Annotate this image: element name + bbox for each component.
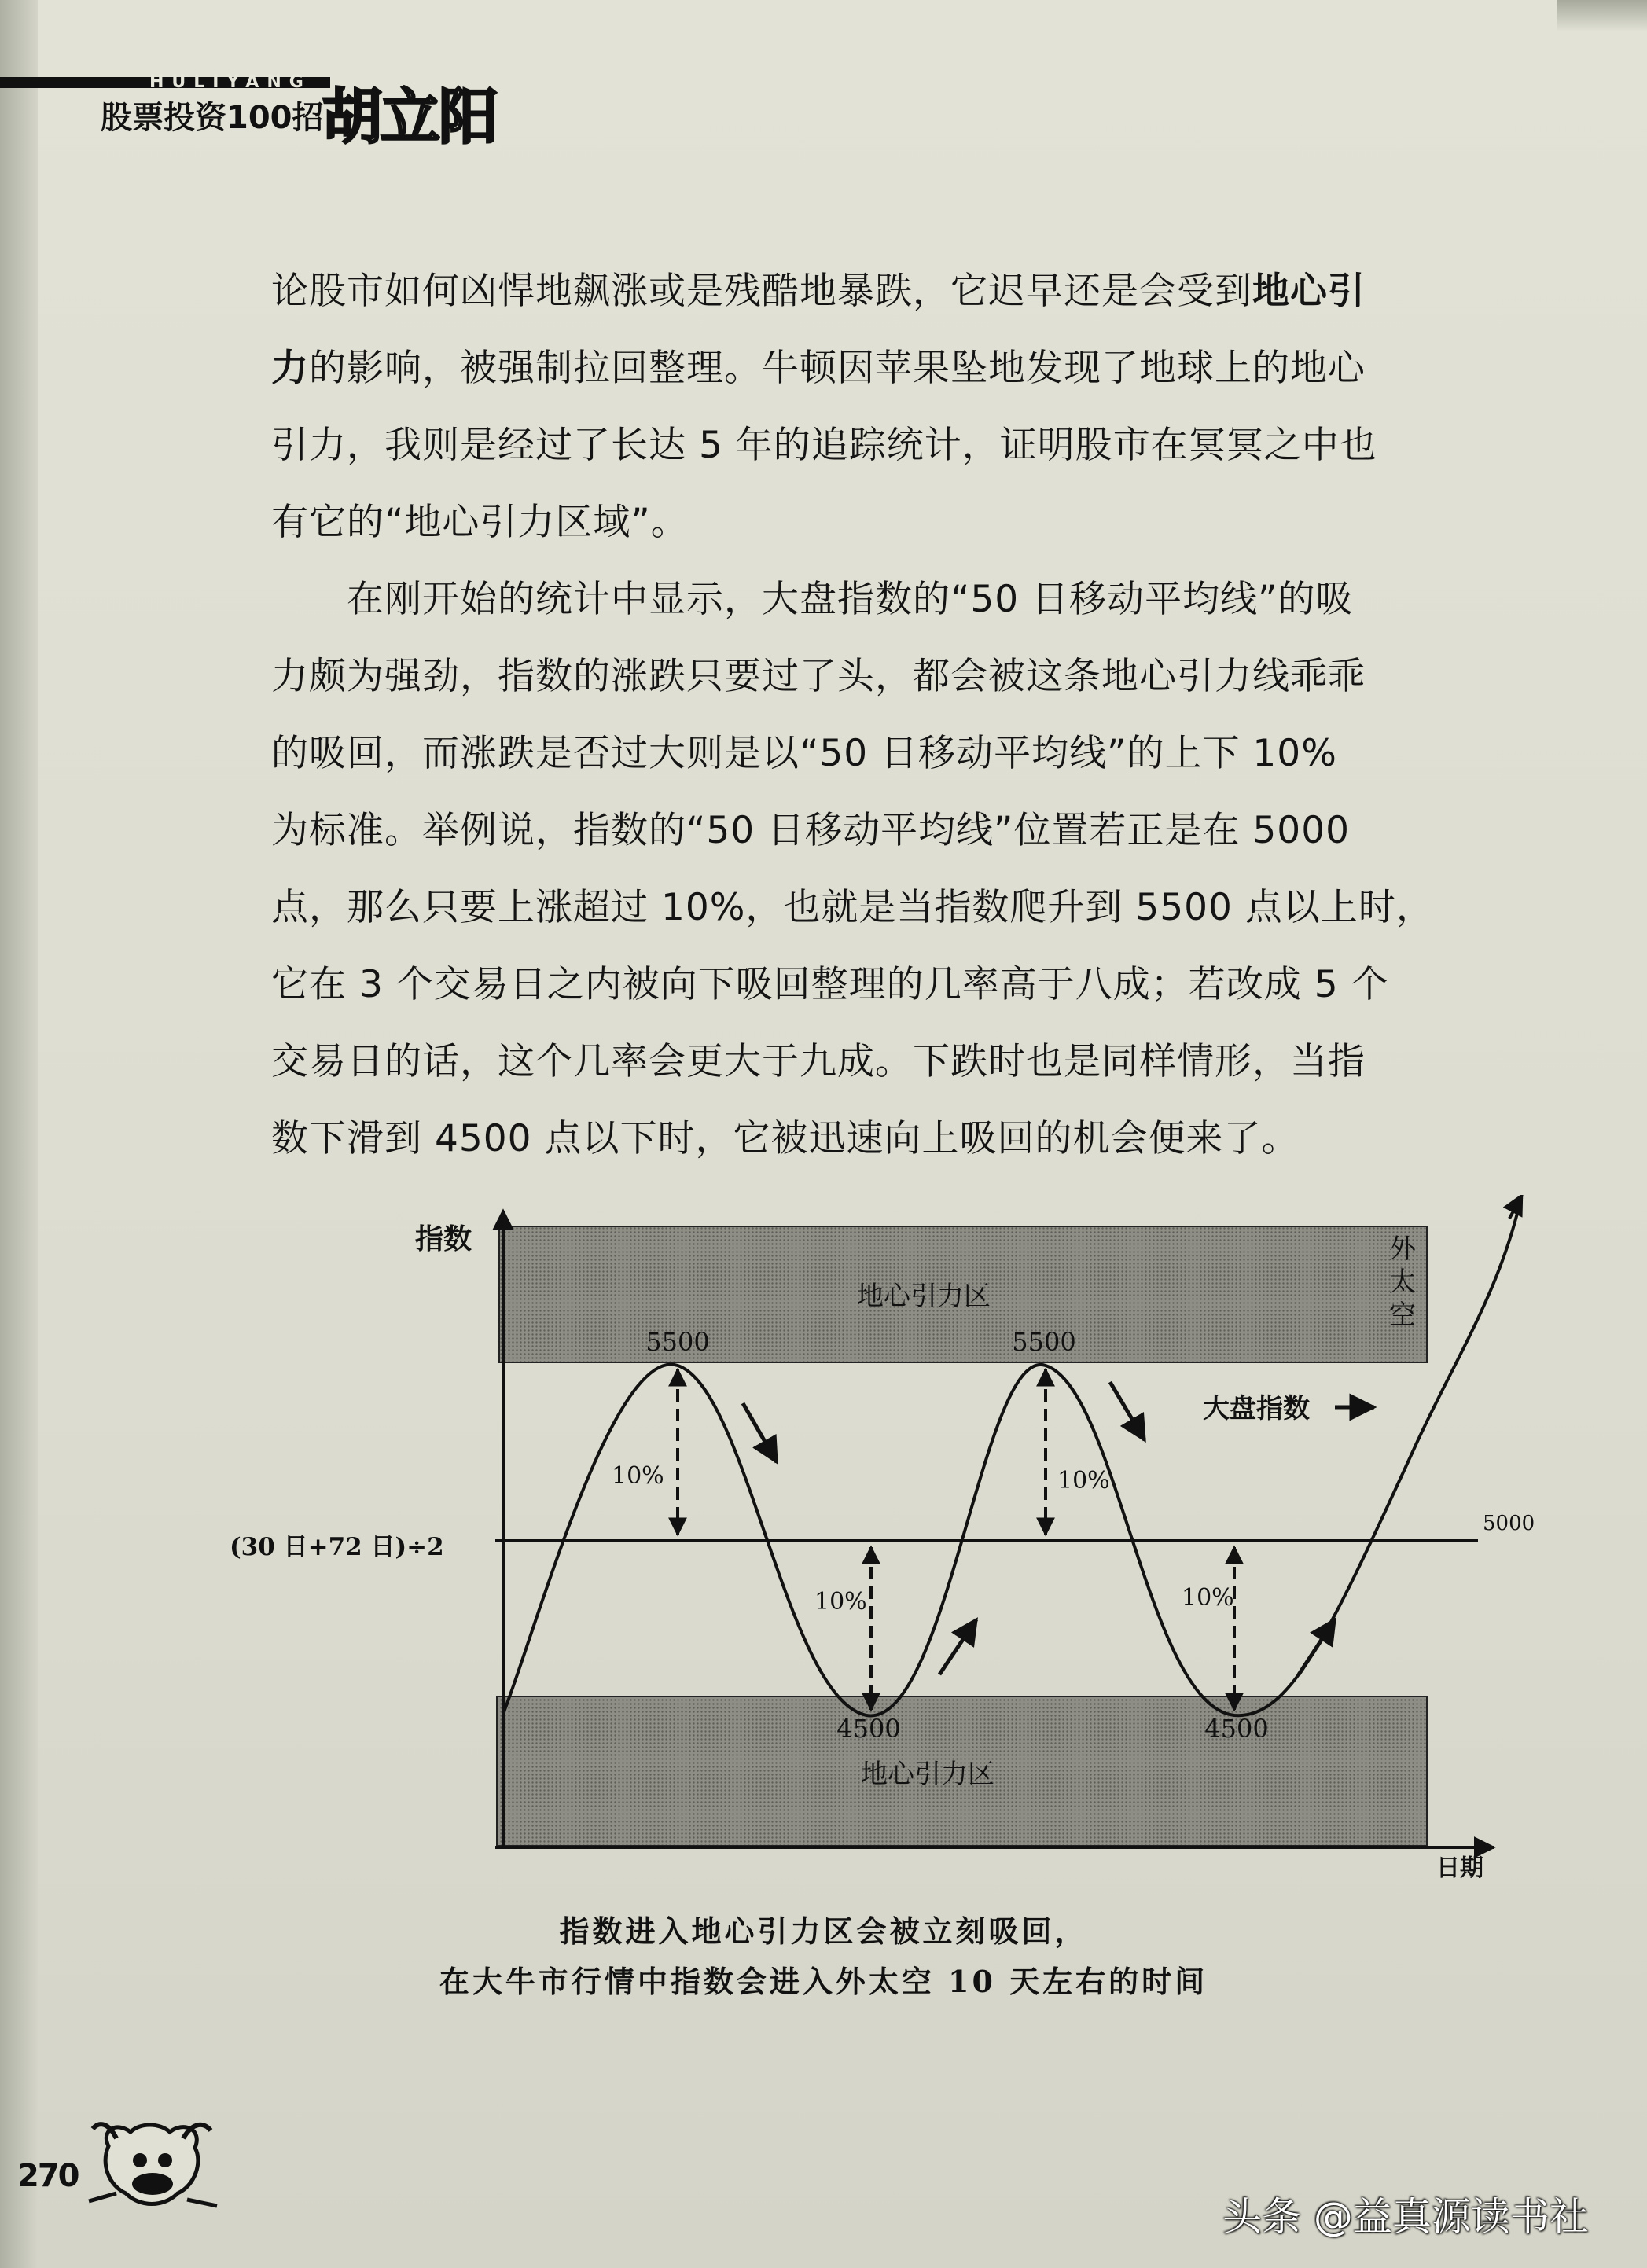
text-run: 的影响，被强制拉回整理。牛顿因苹果坠地发现了地球上的地心 — [309, 347, 1366, 390]
outer-space-label: 外太空 — [1389, 1233, 1416, 1331]
lower-zone-label: 地心引力区 — [861, 1759, 994, 1790]
text-run: 它在 3 个交易日之内被向下吸回整理的几率高于八成；若改成 5 个 — [271, 963, 1389, 1006]
pct-label: 10% — [1057, 1467, 1110, 1494]
pct-label: 10% — [612, 1462, 664, 1490]
pct-label: 10% — [814, 1588, 867, 1616]
gravity-zone-diagram — [204, 1195, 1557, 1887]
text-line — [271, 1024, 1529, 1101]
emphasis-text: 地心引 — [1252, 270, 1366, 313]
text-line — [271, 715, 1529, 792]
index-label: 大盘指数 — [1203, 1393, 1310, 1424]
header-latin-name: HULIYANG — [149, 72, 311, 92]
down-trend-arrow-1 — [743, 1403, 777, 1462]
bull-mascot-icon — [85, 2115, 219, 2217]
upper-zone-label: 地心引力区 — [857, 1281, 991, 1312]
x-axis-label: 日期 — [1436, 1854, 1483, 1882]
y-axis-label: 指数 — [415, 1223, 472, 1255]
peak-label: 5500 — [645, 1327, 710, 1357]
up-trend-arrow-1 — [939, 1619, 976, 1674]
trough-label: 4500 — [836, 1714, 901, 1744]
up-trend-arrow-2 — [1299, 1619, 1335, 1674]
figure-caption-line-1: 指数进入地心引力区会被立刻吸回， — [559, 1913, 1088, 1949]
midline-formula: (30 日+72 日)÷2 — [230, 1533, 444, 1561]
text-line — [271, 792, 1529, 869]
text-run: 在刚开始的统计中显示，大盘指数的“50 日移动平均线”的吸 — [271, 578, 1354, 621]
corner-shadow — [1557, 0, 1647, 31]
text-line — [271, 947, 1529, 1024]
text-line — [271, 407, 1529, 484]
text-run: 力颇为强劲，指数的涨跌只要过了头，都会被这条地心引力线乖乖 — [271, 655, 1366, 698]
midline-value: 5000 — [1483, 1512, 1535, 1535]
text-run: 数下滑到 4500 点以下时，它被迅速向上吸回的机会便来了。 — [271, 1117, 1300, 1160]
source-watermark: 头条 @益真源读书社 — [1222, 2194, 1589, 2240]
text-line — [271, 1101, 1529, 1178]
page-number: 270 — [17, 2158, 79, 2194]
figure-caption-line-2: 在大牛市行情中指数会进入外太空 10 天左右的时间 — [439, 1964, 1208, 1999]
text-run: 为标准。举例说，指数的“50 日移动平均线”位置若正是在 5000 — [271, 809, 1350, 852]
down-trend-arrow-2 — [1110, 1382, 1145, 1440]
text-run: 的吸回，而涨跌是否过大则是以“50 日移动平均线”的上下 10% — [271, 732, 1337, 775]
pct-label: 10% — [1182, 1584, 1234, 1612]
text-run: 引力，我则是经过了长达 5 年的追踪统计，证明股市在冥冥之中也 — [271, 424, 1377, 467]
text-run: 有它的“地心引力区域”。 — [271, 501, 689, 544]
emphasis-text: 力 — [271, 347, 309, 390]
trough-label: 4500 — [1204, 1714, 1269, 1744]
text-line — [271, 869, 1529, 947]
text-line — [271, 253, 1529, 330]
body-paragraph-2 — [271, 561, 1529, 1178]
text-run: 交易日的话，这个几率会更大于九成。下跌时也是同样情形，当指 — [271, 1040, 1366, 1083]
peak-label: 5500 — [1012, 1327, 1076, 1357]
header-book-title: 股票投资100招 — [101, 100, 324, 136]
text-line — [271, 330, 1529, 407]
text-run: 点，那么只要上涨超过 10%，也就是当指数爬升到 5500 点以上时， — [271, 886, 1434, 929]
text-line — [271, 638, 1529, 715]
body-paragraph-1 — [271, 253, 1529, 561]
text-line — [271, 561, 1529, 638]
text-line — [271, 484, 1529, 561]
text-run: 论股市如何凶悍地飙涨或是残酷地暴跌，它迟早还是会受到 — [271, 270, 1252, 313]
header-author-logo: 胡立阳 — [322, 82, 497, 152]
